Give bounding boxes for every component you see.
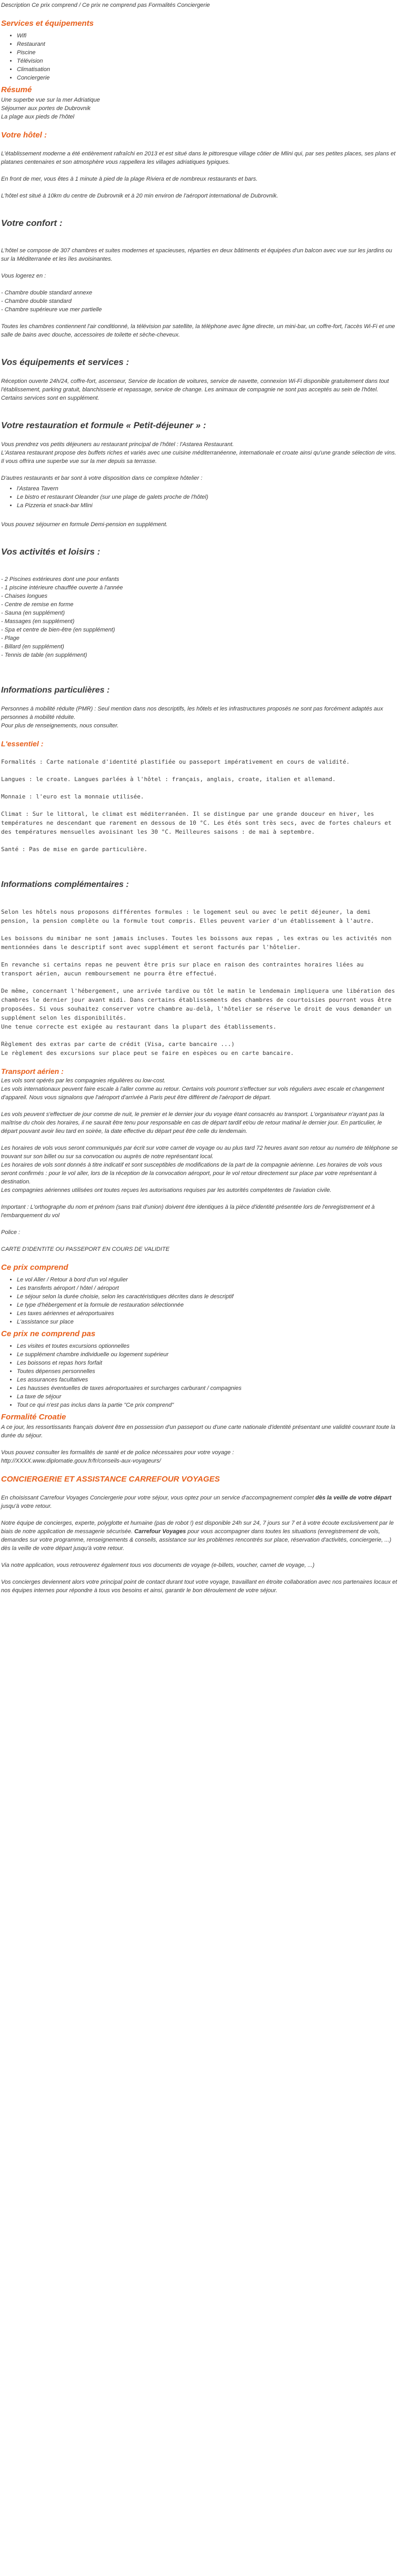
hotel-paragraph: L'établissement moderne a été entièrement rafraîchi en 2013 et est situé dans le pittoresque village côtier de Mlini qui, par ses petites places, ses plans et platanes centenaires et son atmosphère vous rappellera les villages adriatiques typiques. xyxy=(1,151,396,165)
loisir-item: - Massages (en supplément) xyxy=(1,618,75,625)
essentiel-climat: Climat : Sur le littoral, le climat est méditerranéen. Il se distingue par une grande douceur en hiver, les températures ne descendant que rarement en dessous de 10 °C. Les étés sont très secs, avec de fortes chaleurs et des températures mensuelles avoisinant les 30 °C. Meilleures saisons : de mai à septembre. xyxy=(1,811,392,835)
transport-paragraph: Les horaires de vols sont donnés à titre indicatif et sont susceptibles de modifications de la part de la compagnie aérienne. Les horaires de vols vous seront confirmés : pour le vol aller, lors de la réception de la convocation aéroport, pour le vol retour directement sur place par votre représentant à destination. xyxy=(1,1162,382,1185)
list-item: • La taxe de séjour xyxy=(17,1393,398,1401)
conciergerie-paragraph xyxy=(1,1494,398,1511)
complementaires-paragraph: Une tenue correcte est exigée au restaurant dans la plupart des établissements. xyxy=(1,1023,277,1030)
complementaires-paragraph: Règlement des extras par carte de crédit (Visa, carte bancaire ...) xyxy=(1,1041,235,1048)
list-item: • Les taxes aériennes et aéroportuaires xyxy=(17,1309,398,1318)
comprend-title: Ce prix comprend xyxy=(1,1263,68,1272)
services-title: Services et équipements xyxy=(1,19,94,28)
loisir-item: - Billard (en supplément) xyxy=(1,644,64,650)
conciergerie-paragraph: Vos concierges deviennent alors votre principal point de contact durant tout votre voyage, travaillant en étroite collaboration avec nos partenaires locaux et nos équipes internes pour répondre à tous vos besoins et ainsi, garantir le bon déroulement de votre séjour. xyxy=(1,1579,397,1594)
particulieres-paragraph: Pour plus de renseignements, nous consulter. xyxy=(1,723,119,729)
room-type: - Chambre double standard xyxy=(1,298,72,304)
conciergerie-text: Notre équipe de concierges, experte, polyglotte et humaine (pas de robot !) est disponible 24h sur 24, 7 jours sur 7 et à votre écoute exclusivement par le biais de notre application de messagerie sécurisée. xyxy=(1,1520,394,1535)
restauration-paragraph: Vous prendrez vos petits déjeuners au restaurant principal de l'hôtel : l'Astarea Restaurant. xyxy=(1,441,234,448)
list-item: • Les visites et toutes excursions optionnelles xyxy=(17,1342,398,1350)
list-item: • Les transferts aéroport / hôtel / aéroport xyxy=(17,1284,398,1292)
loisir-item: - Tennis de table (en supplément) xyxy=(1,652,87,658)
comprend-list xyxy=(1,1276,398,1326)
conciergerie-title: CONCIERGERIE ET ASSISTANCE CARREFOUR VOYAGES xyxy=(1,1475,220,1484)
hotel-title: Votre hôtel : xyxy=(1,131,47,140)
essentiel-title: L'essentiel : xyxy=(1,739,44,748)
transport-paragraph: Les compagnies aériennes utilisées ont toutes reçues les autorisations requises par les autorités compétentes de l'aviation civile. xyxy=(1,1187,332,1193)
essentiel-sante: Santé : Pas de mise en garde particulière. xyxy=(1,846,148,853)
loisir-item: - Centre de remise en forme xyxy=(1,601,74,608)
important-paragraph: Important : L'orthographe du nom et prénom (sans trait d'union) doivent être identiques à la pièce d'identité présentée lors de l'enregistrement et à l'embarquement du vol xyxy=(1,1204,375,1219)
list-item: • La Pizzeria et snack-bar Mlini xyxy=(17,501,398,510)
police-value: CARTE D'IDENTITE OU PASSEPORT EN COURS DE VALIDITE xyxy=(1,1246,169,1252)
resume-line: Séjourner aux portes de Dubrovnik xyxy=(1,105,91,112)
police-label: Police : xyxy=(1,1229,21,1236)
confort-paragraph: L'hôtel se compose de 307 chambres et suites modernes et spacieuses, réparties en deux bâtiments et équipées d'un balcon avec vue sur les jardins ou sur la Méditerranée et les îles avoisinantes. xyxy=(1,248,392,262)
transport-title: Transport aérien : xyxy=(1,1067,64,1075)
room-type: - Chambre double standard annexe xyxy=(1,290,93,296)
particulieres-paragraph: Personnes à mobilité réduite (PMR) : Seul mention dans nos descriptifs, les hôtels et les infrastructures proposés ne sont pas forcément adaptés aux personnes à mobilité réduite. xyxy=(1,706,383,721)
list-item: • Conciergerie xyxy=(17,74,398,82)
equipements-paragraph: Certains services sont en supplément. xyxy=(1,395,99,401)
conciergerie-paragraph: Via notre application, vous retrouverez également tous vos documents de voyage (e-billets, voucher, carnet de voyage, ...) xyxy=(1,1562,315,1568)
list-item: • Piscine xyxy=(17,48,398,57)
loisir-item: - 2 Piscines extérieures dont une pour enfants xyxy=(1,576,119,583)
breadcrumb: Description Ce prix comprend / Ce prix ne comprend pas Formalités Conciergerie xyxy=(1,2,210,8)
hotel-paragraph: En front de mer, vous êtes à 1 minute à pied de la plage Riviera et de nombreux restaurants et bars. xyxy=(1,176,258,182)
room-type: - Chambre supérieure vue mer partielle xyxy=(1,307,102,313)
conciergerie-text: En choisissant Carrefour Voyages Conciergerie pour votre séjour, vous optez pour un service d'accompagnement complet xyxy=(1,1495,316,1501)
restauration-paragraph: Vous pouvez séjourner en formule Demi-pension en supplément. xyxy=(1,521,168,528)
list-item: • Le séjour selon la durée choisie, selon les caractéristiques décrites dans le descriptif xyxy=(17,1292,398,1301)
list-item: • L'assistance sur place xyxy=(17,1318,398,1326)
list-item: • Télévision xyxy=(17,57,398,65)
formalite-paragraph: A ce jour, les ressortissants français doivent être en possession d'un passeport ou d'une carte nationale d'identité présentant une validité couvrant toute la durée du séjour. xyxy=(1,1424,395,1439)
loisir-item: - Plage xyxy=(1,635,19,641)
list-item: • Tout ce qui n'est pas inclus dans la partie "Ce prix comprend" xyxy=(17,1401,398,1409)
resume-line: Une superbe vue sur la mer Adriatique xyxy=(1,97,100,103)
complementaires-title: Informations complémentaires : xyxy=(1,880,129,889)
equipements-paragraph: Réception ouverte 24h/24, coffre-fort, ascenseur, Service de location de voitures, service de navette, connexion Wi-Fi disponible gratuitement dans tout l'établissement, parking gratuit, blanchisserie et repassage, service de change. Les animaux de compagnie ne sont pas acceptés au sein de l'hôtel. xyxy=(1,378,389,393)
complementaires-paragraph: En revanche si certains repas ne peuvent être pris sur place en raison des contraintes horaires liées au transport aérien, aucun remboursement ne pourra être effectué. xyxy=(1,961,364,977)
list-item: • Le type d'hébergement et la formule de restauration sélectionnée xyxy=(17,1301,398,1309)
conciergerie-text: jusqu'à votre retour. xyxy=(1,1503,52,1509)
particulieres-title: Informations particulières : xyxy=(1,686,110,695)
essentiel-langues: Langues : le croate. Langues parlées à l'hôtel : français, anglais, croate, italien et allemand. xyxy=(1,776,336,783)
equipements-title: Vos équipements et services : xyxy=(1,357,129,367)
list-item: • Toutes dépenses personnelles xyxy=(17,1367,398,1376)
restauration-paragraph: D'autres restaurants et bar sont à votre disposition dans ce complexe hôtelier : xyxy=(1,475,203,481)
list-item: • Wifi xyxy=(17,32,398,40)
conciergerie-emphasis: dès la veille de votre départ xyxy=(315,1495,392,1501)
conciergerie-paragraph xyxy=(1,1519,398,1553)
restaurant-list xyxy=(1,485,398,510)
ne-comprend-title: Ce prix ne comprend pas xyxy=(1,1329,96,1338)
formalite-paragraph: Vous pouvez consulter les formalités de santé et de police nécessaires pour votre voyage : xyxy=(1,1449,234,1456)
essentiel-monnaie: Monnaie : l'euro est la monnaie utilisée. xyxy=(1,793,144,800)
complementaires-paragraph: Le règlement des excursions sur place peut se faire en espèces ou en carte bancaire. xyxy=(1,1050,294,1057)
confort-paragraph: Vous logerez en : xyxy=(1,273,46,279)
formalite-title: Formalité Croatie xyxy=(1,1413,66,1422)
hotel-paragraph: L'hôtel est situé à 10km du centre de Dubrovnik et à 20 min environ de l'aéroport international de Dubrovnik. xyxy=(1,193,278,199)
complementaires-paragraph: Les boissons du minibar ne sont jamais incluses. Toutes les boissons aux repas , les extras ou les activités non mentionnées dans le descriptif sont avec supplément et seront facturés par l'hôtelier. xyxy=(1,935,392,951)
restauration-paragraph: Il vous offrira une superbe vue sur la mer depuis sa terrasse. xyxy=(1,458,157,465)
list-item: • Climatisation xyxy=(17,65,398,74)
loisirs-title: Vos activités et loisirs : xyxy=(1,547,101,557)
list-item: • Le bistro et restaurant Oleander (sur une plage de galets proche de l'hôtel) xyxy=(17,493,398,501)
loisir-item: - Sauna (en supplément) xyxy=(1,610,65,616)
conciergerie-text: pour vous accompagner dans toutes les situations (enregistrement de vols, demandes sur votre programme, renseignements & conseils, assistance sur les problèmes rencontrés sur place, réservation d'activités, conciergerie, ...) dès la veille de votre départ jusqu'à votre retour. xyxy=(1,1528,392,1552)
services-list xyxy=(1,32,398,82)
transport-paragraph: Les vols peuvent s'effectuer de jour comme de nuit, le premier et le dernier jour du voyage étant consacrés au transport. L'organisateur n'ayant pas la maîtrise du choix des horaires, il ne saurait être tenu pour responsable en cas de départ tardif et/ou de retour matinal le dernier jour. En particulier, le départ pouvant avoir lieu tard en soirée, la date effective du départ peut être celle du lendemain. xyxy=(1,1111,384,1134)
restauration-title: Votre restauration et formule « Petit-déjeuner » : xyxy=(1,420,206,430)
essentiel-formalites: Formalités : Carte nationale d'identité plastifiée ou passeport impérativement en cours de validité. xyxy=(1,758,350,765)
list-item: • Le vol Aller / Retour à bord d'un vol régulier xyxy=(17,1276,398,1284)
restauration-paragraph: L'Astarea restaurant propose des buffets riches et variés avec une cuisine méditerranéenne, internationale et croate ainsi qu'une grande sélection de vins. xyxy=(1,450,396,456)
complementaires-paragraph: Selon les hôtels nous proposons différentes formules : le logement seul ou avec le petit déjeuner, la demi pension, la pension complète ou la formule tout compris. Elles peuvent varier d'un établissement à l'autre. xyxy=(1,909,374,924)
transport-paragraph: Les horaires de vols vous seront communiqués par écrit sur votre carnet de voyage ou au plus tard 72 heures avant son retour au numéro de téléphone se trouvant sur son billet ou sur sa convocation ou auprès de notre représentant local. xyxy=(1,1145,398,1160)
resume-title: Résumé xyxy=(1,85,32,94)
list-item: • Les assurances facultatives xyxy=(17,1376,398,1384)
ne-comprend-list xyxy=(1,1342,398,1409)
transport-paragraph: Les vols sont opérés par les compagnies régulières ou low-cost. xyxy=(1,1078,166,1084)
loisir-item: - Spa et centre de bien-être (en supplément) xyxy=(1,627,115,633)
conciergerie-emphasis: Carrefour Voyages xyxy=(134,1528,186,1535)
list-item: • Restaurant xyxy=(17,40,398,48)
list-item: • Les boissons et repas hors forfait xyxy=(17,1359,398,1367)
confort-paragraph: Toutes les chambres contiennent l'air conditionné, la télévision par satellite, la téléphone avec ligne directe, un mini-bar, un coffre-fort, l'accès Wi-Fi et une salle de bains avec douche, accessoires de toilette et sèche-cheveux. xyxy=(1,323,395,338)
transport-paragraph: Les vols internationaux peuvent faire escale à l'aller comme au retour. Certains vols pourront s'effectuer sur vols réguliers avec escale et changement d'appareil. Nous vous signalons que l'aéroport d'arrivée à Paris peut être différent de l'aéroport de départ. xyxy=(1,1086,384,1101)
loisir-item: - 1 piscine intérieure chauffée ouverte à l'année xyxy=(1,585,123,591)
confort-title: Votre confort : xyxy=(1,218,63,228)
loisir-item: - Chaises longues xyxy=(1,593,48,599)
formalite-link[interactable]: http://XXXX.www.diplomatie.gouv.fr/fr/conseils-aux-voyageurs/ xyxy=(1,1458,161,1464)
complementaires-paragraph: De même, concernant l'hébergement, une arrivée tardive ou tôt le matin le lendemain impliquera une libération des chambres le dernier jour avant midi. Dans certains établissements des chambres de courtoisies pourront vous être proposées. Si vous souhaitez conserver votre chambre au-delà, l'hôtelier se réserve le droit de vous demander un supplément selon les disponibilités. xyxy=(1,988,395,1021)
list-item: • Le supplément chambre individuelle ou logement supérieur xyxy=(17,1350,398,1359)
list-item: • l'Astarea Tavern xyxy=(17,485,398,493)
list-item: • Les hausses éventuelles de taxes aéroportuaires et surcharges carburant / compagnies xyxy=(17,1384,398,1393)
resume-line: La plage aux pieds de l'hôtel xyxy=(1,114,75,120)
